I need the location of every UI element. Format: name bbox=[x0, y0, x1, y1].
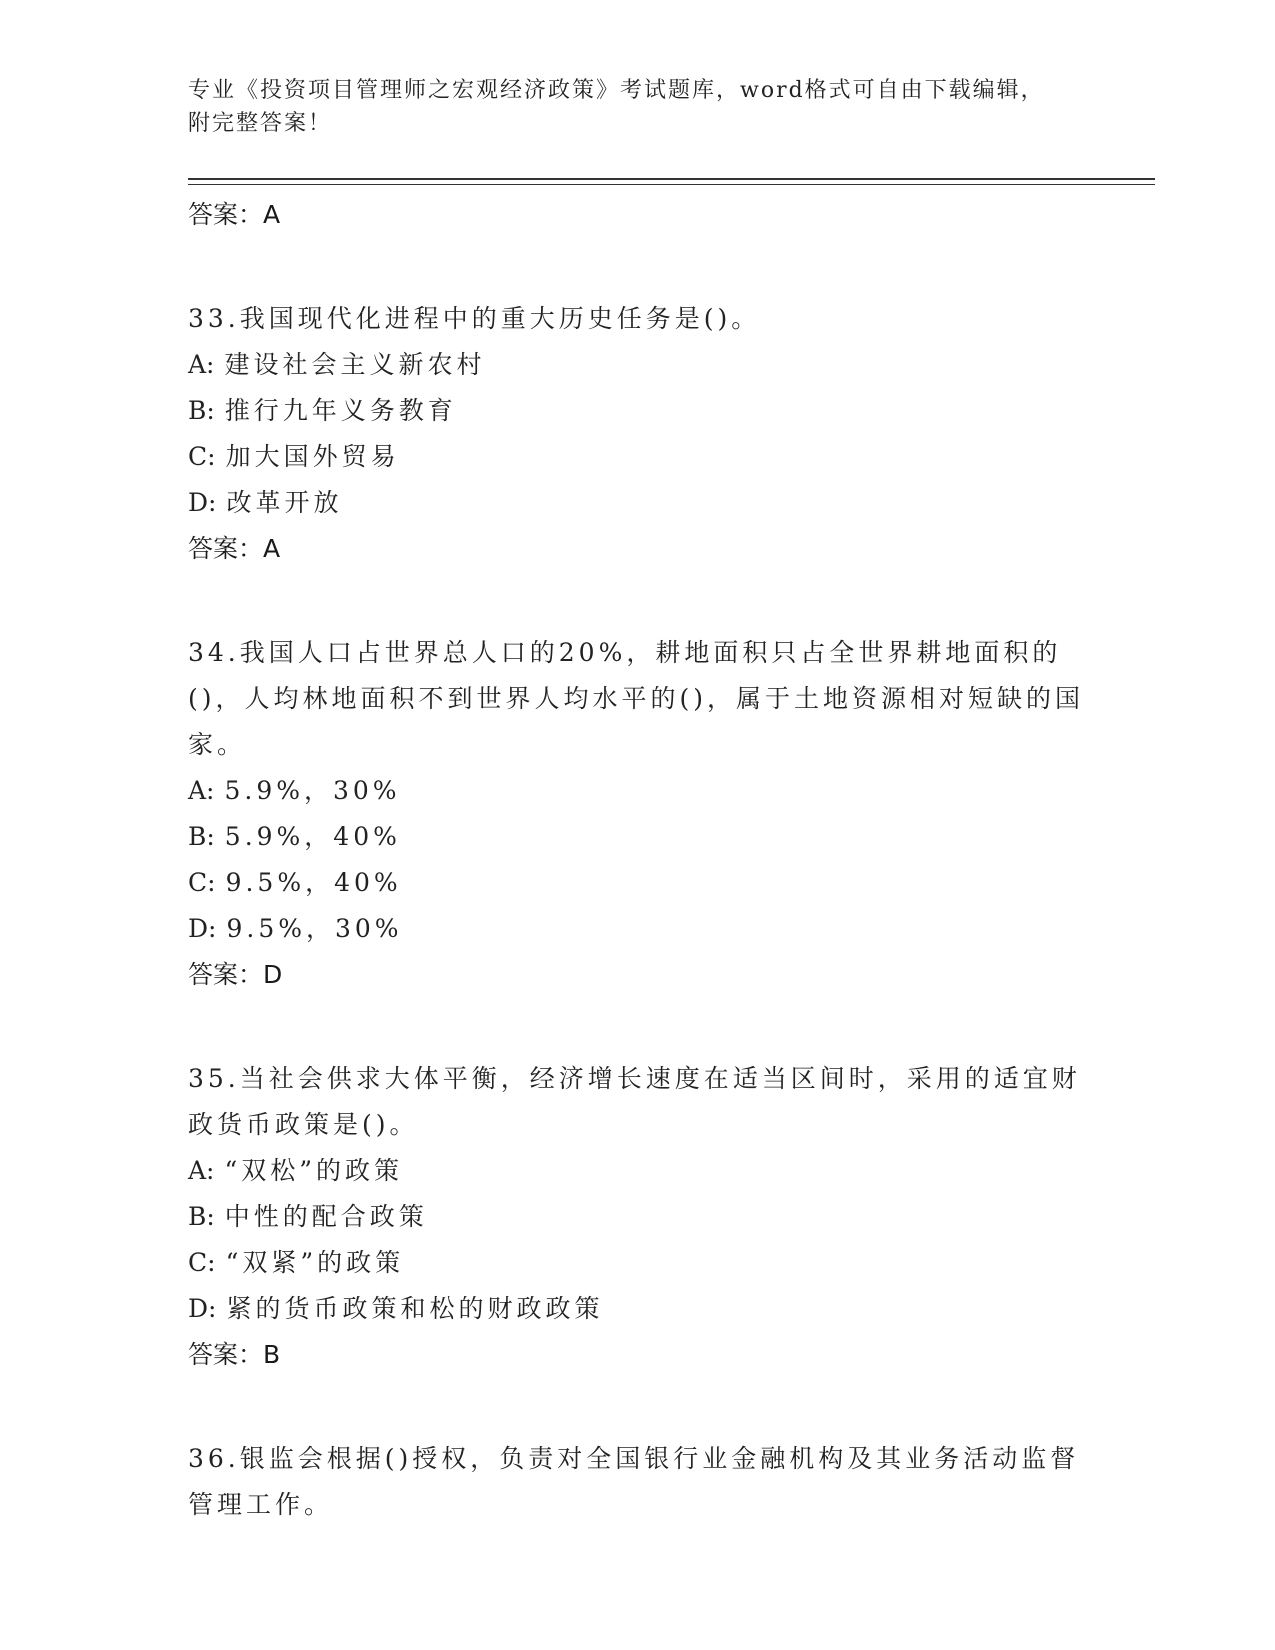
question-33 bbox=[188, 296, 1088, 572]
option-key: A: bbox=[188, 776, 215, 805]
option-b bbox=[188, 388, 1088, 434]
option-key: D: bbox=[188, 1294, 217, 1323]
option-a bbox=[188, 1148, 1088, 1194]
option-text: 加大国外贸易 bbox=[225, 442, 400, 471]
option-text: “双松”的政策 bbox=[224, 1156, 404, 1185]
option-text: 建设社会主义新农村 bbox=[224, 350, 486, 379]
question-text: 33.我国现代化进程中的重大历史任务是()。 bbox=[188, 304, 761, 333]
answer: 答案：A bbox=[188, 534, 281, 563]
option-key: A: bbox=[188, 1156, 215, 1185]
option-d bbox=[188, 906, 1088, 952]
question-36 bbox=[188, 1436, 1088, 1528]
option-text: 5.9%，40% bbox=[224, 822, 401, 851]
option-text: 5.9%，30% bbox=[224, 776, 401, 805]
option-text: 紧的货币政策和松的财政政策 bbox=[226, 1294, 604, 1323]
option-c bbox=[188, 1240, 1088, 1286]
question-35 bbox=[188, 1056, 1088, 1378]
answer: 答案：D bbox=[188, 960, 283, 989]
document-header bbox=[188, 74, 1068, 140]
option-d bbox=[188, 1286, 1088, 1332]
header-line-2: 附完整答案！ bbox=[188, 111, 333, 136]
question-34 bbox=[188, 630, 1088, 998]
question-text: 34.我国人口占世界总人口的20%，耕地面积只占全世界耕地面积的()，人均林地面积不到世界人均水平的()，属于土地资源相对短缺的国家。 bbox=[188, 638, 1085, 759]
question-text: 36.银监会根据()授权，负责对全国银行业金融机构及其业务活动监督管理工作。 bbox=[188, 1444, 1080, 1519]
question-text: 35.当社会供求大体平衡，经济增长速度在适当区间时，采用的适宜财政货币政策是()。 bbox=[188, 1064, 1081, 1139]
header-line-1: 专业《投资项目管理师之宏观经济政策》考试题库，word格式可自由下载编辑， bbox=[188, 78, 1045, 103]
option-a bbox=[188, 768, 1088, 814]
option-key: C: bbox=[188, 868, 216, 897]
option-b bbox=[188, 1194, 1088, 1240]
option-key: C: bbox=[188, 1248, 216, 1277]
option-text: 9.5%，30% bbox=[226, 914, 403, 943]
option-c bbox=[188, 860, 1088, 906]
option-a bbox=[188, 342, 1088, 388]
option-key: B: bbox=[188, 1202, 215, 1231]
option-c bbox=[188, 434, 1088, 480]
option-text: 中性的配合政策 bbox=[224, 1202, 428, 1231]
option-d bbox=[188, 480, 1088, 526]
option-key: B: bbox=[188, 822, 215, 851]
option-key: D: bbox=[188, 488, 217, 517]
option-key: B: bbox=[188, 396, 215, 425]
answer: 答案：B bbox=[188, 1340, 281, 1369]
option-text: 改革开放 bbox=[226, 488, 343, 517]
option-key: C: bbox=[188, 442, 216, 471]
option-text: 9.5%，40% bbox=[225, 868, 402, 897]
option-text: “双紧”的政策 bbox=[225, 1248, 405, 1277]
question-list bbox=[188, 192, 1088, 1528]
option-key: A: bbox=[188, 350, 215, 379]
option-key: D: bbox=[188, 914, 217, 943]
header-divider bbox=[188, 178, 1155, 180]
header-divider-thin bbox=[188, 184, 1155, 185]
option-b bbox=[188, 814, 1088, 860]
option-text: 推行九年义务教育 bbox=[224, 396, 457, 425]
prev-answer: 答案：A bbox=[188, 200, 281, 229]
